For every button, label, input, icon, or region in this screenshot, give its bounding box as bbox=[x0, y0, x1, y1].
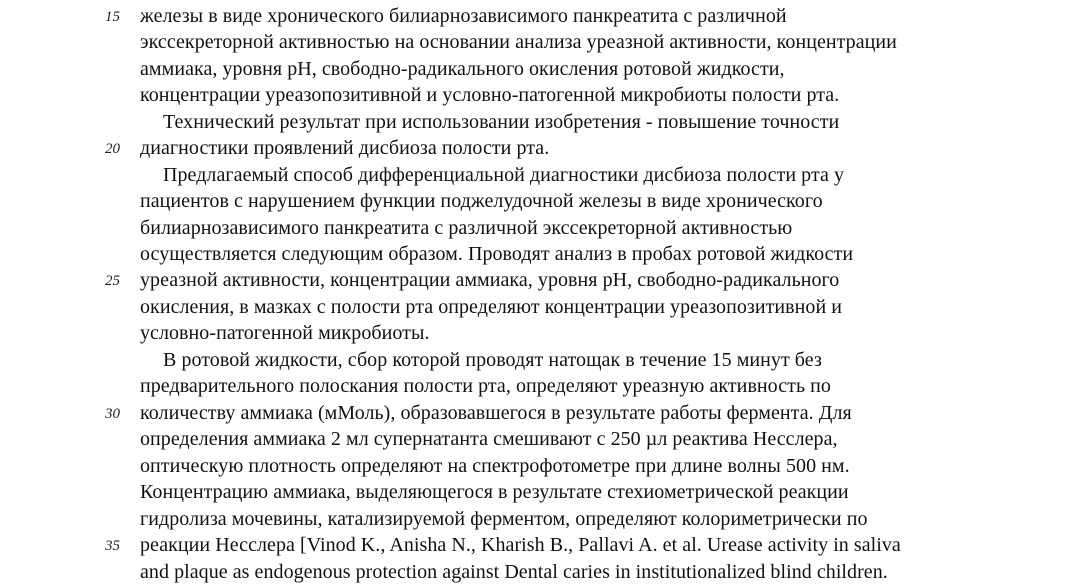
line-number: 20 bbox=[105, 141, 120, 157]
line-number: 35 bbox=[105, 538, 120, 554]
text-line: предварительного полоскания полости рта, определяют уреазную активность по bbox=[140, 375, 831, 397]
line-number: 30 bbox=[105, 406, 120, 422]
text-line: Концентрацию аммиака, выделяющегося в результате стехиометрической реакции bbox=[140, 481, 849, 503]
text-line: аммиака, уровня pH, свободно-радикального окисления ротовой жидкости, bbox=[140, 58, 785, 80]
text-line: количеству аммиака (мМоль), образовавшегося в результате работы фермента. Для bbox=[140, 402, 852, 424]
text-line: условно-патогенной микробиоты. bbox=[140, 322, 430, 344]
line-number: 15 bbox=[105, 9, 120, 25]
text-line: окисления, в мазках с полости рта определяют концентрации уреазопозитивной и bbox=[140, 296, 843, 318]
text-line: билиарнозависимого панкреатита с различной экссекреторной активностью bbox=[140, 217, 793, 239]
paragraph-first-line: Предлагаемый способ дифференциальной диагностики дисбиоза полости рта у bbox=[163, 164, 845, 186]
line-number: 25 bbox=[105, 273, 120, 289]
text-line: уреазной активности, концентрации аммиака, уровня pH, свободно-радикального bbox=[140, 269, 840, 291]
paragraph-first-line: Технический результат при использовании изобретения - повышение точности bbox=[163, 111, 840, 133]
text-line: железы в виде хронического билиарнозависимого панкреатита с различной bbox=[140, 5, 787, 27]
text-line: гидролиза мочевины, катализируемой ферментом, определяют колориметрически по bbox=[140, 508, 868, 530]
paragraph-first-line: В ротовой жидкости, сбор которой проводят натощак в течение 15 минут без bbox=[163, 349, 822, 371]
text-line: реакции Несслера [Vinod K., Anisha N., Kharish B., Pallavi A. et al. Urease activity in saliva bbox=[140, 534, 901, 556]
text-line: концентрации уреазопозитивной и условно-патогенной микробиоты полости рта. bbox=[140, 84, 840, 106]
text-line: определения аммиака 2 мл супернатанта смешивают с 250 µл реактива Несслера, bbox=[140, 428, 838, 450]
text-line: оптическую плотность определяют на спектрофотометре при длине волны 500 нм. bbox=[140, 455, 850, 477]
text-line: экссекреторной активностью на основании анализа уреазной активности, концентрации bbox=[140, 31, 897, 53]
text-line: диагностики проявлений дисбиоза полости рта. bbox=[140, 137, 550, 159]
text-line: пациентов с нарушением функции поджелудочной железы в виде хронического bbox=[140, 190, 823, 212]
text-line: and plaque as endogenous protection against Dental caries in institutionalized blind children. bbox=[140, 561, 888, 583]
text-line: осуществляется следующим образом. Проводят анализ в пробах ротовой жидкости bbox=[140, 243, 854, 265]
